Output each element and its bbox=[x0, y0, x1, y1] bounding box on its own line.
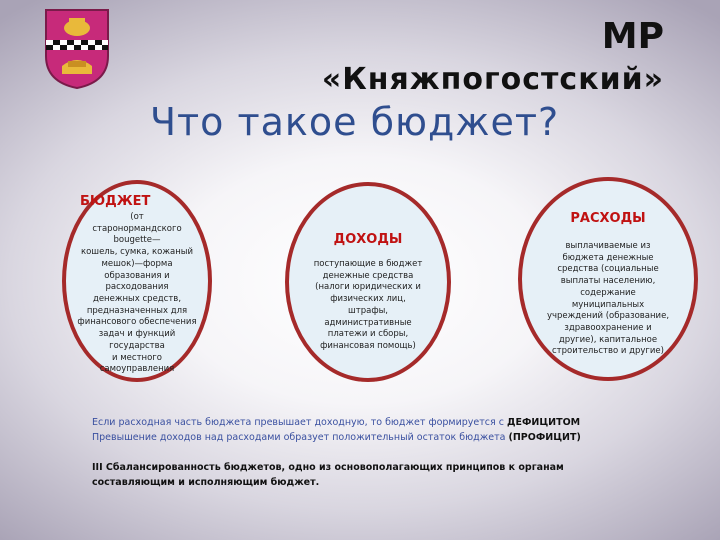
principle-line-2: составляющим и исполняющим бюджет. bbox=[92, 477, 320, 489]
org-line-1: МР bbox=[601, 16, 664, 57]
expenses-circle-text: выплачиваемые из бюджета денежные средства (социальные выплаты населению, содержание муниципальных учреждений (образование, здравоохранение и другие), капитальное строительство и другие) bbox=[546, 241, 670, 357]
deficit-note bbox=[92, 416, 581, 431]
org-line-2: «Княжпогостский» bbox=[321, 61, 664, 97]
expenses-circle-title: РАСХОДЫ bbox=[570, 211, 646, 226]
budget-circle bbox=[62, 180, 212, 382]
income-circle-text: поступающие в бюджет денежные средства (налоги юридических и физических лиц, штрафы, административные платежи и сборы, финансовая помощь) bbox=[313, 259, 423, 352]
deficit-note-text: Если расходная часть бюджета превышает доходную, то бюджет формируется с bbox=[92, 417, 507, 428]
surplus-note bbox=[92, 431, 581, 446]
surplus-note-term: (ПРОФИЦИТ) bbox=[508, 431, 581, 443]
organization-name bbox=[322, 18, 664, 95]
budget-circle-title: БЮДЖЕТ bbox=[80, 194, 151, 209]
principle-line-1: III Сбалансированность бюджетов, одно из основополагающих принципов к органам bbox=[92, 462, 564, 473]
surplus-note-text: Превышение доходов над расходами образует положительный остаток бюджета bbox=[92, 431, 509, 443]
coat-of-arms-emblem bbox=[42, 6, 112, 90]
income-circle-title: ДОХОДЫ bbox=[333, 232, 403, 247]
income-circle bbox=[285, 182, 451, 382]
budget-circle-text: (от старонормандского bougette— кошель, сумка, кожаный мешок)—форма образования и расходования денежных средств, предназначенных для финансового обеспечения задач и функций государства и местного самоуправления bbox=[77, 212, 197, 375]
expenses-circle bbox=[518, 177, 698, 381]
deficit-surplus-notes bbox=[92, 416, 581, 445]
balance-principle-note bbox=[92, 460, 564, 490]
deficit-note-term: ДЕФИЦИТОМ bbox=[507, 417, 581, 428]
page-title: Что такое бюджет? bbox=[150, 100, 560, 144]
